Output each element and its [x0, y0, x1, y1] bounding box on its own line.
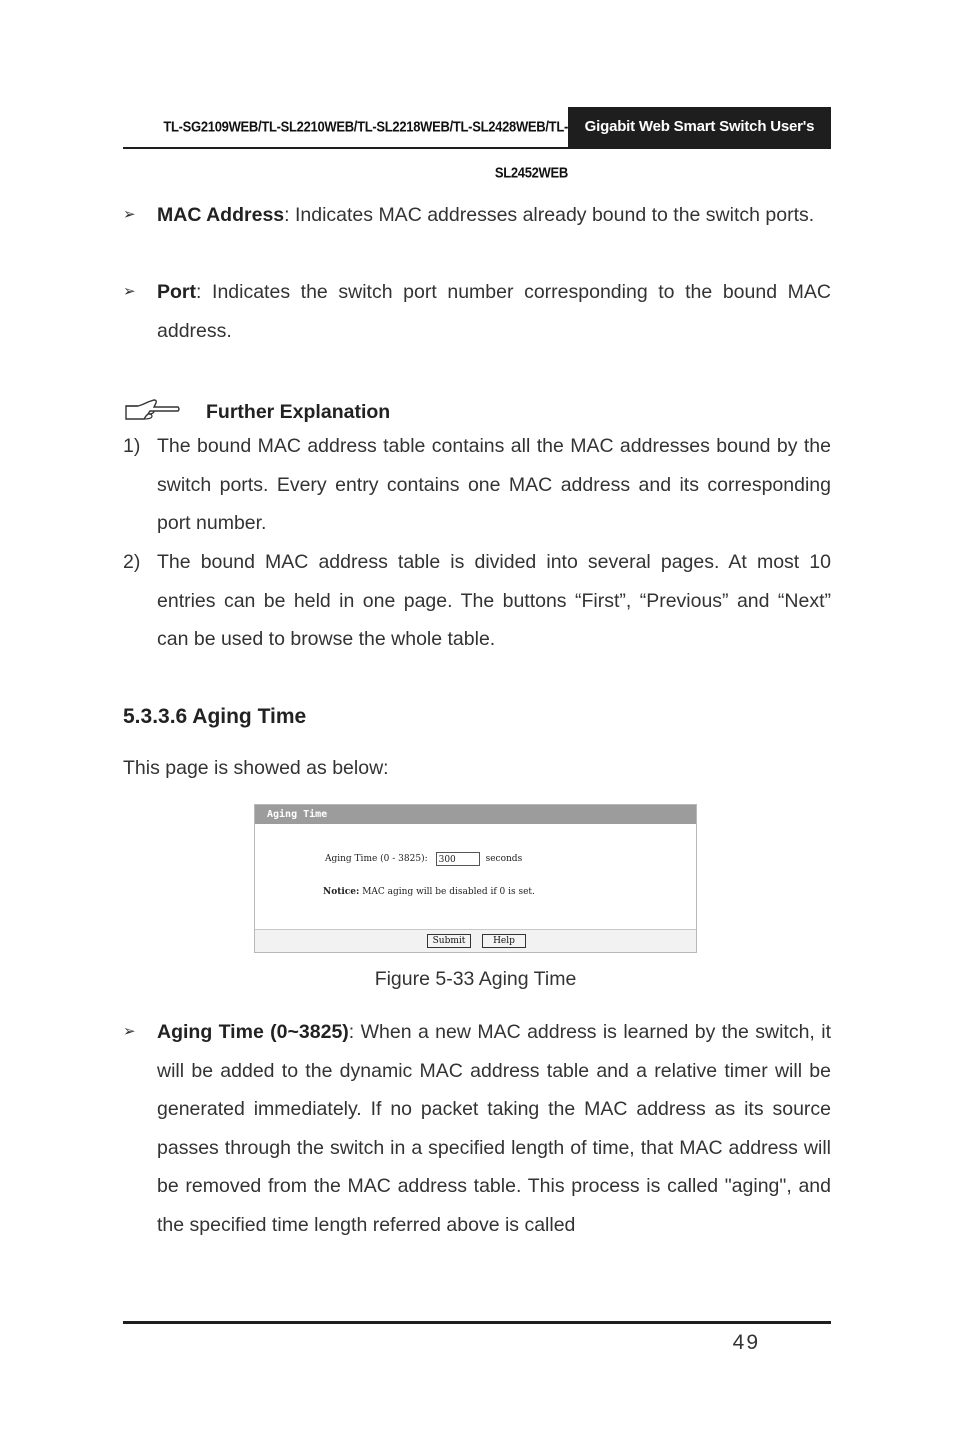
bullet-mac-address: [157, 196, 831, 235]
page-header: [123, 107, 831, 182]
bullet-term: Port: [157, 281, 196, 303]
note-item: The bound MAC address table contains all the MAC addresses bound by the switch ports. Every entry contains one MAC address and its corresponding port number.: [157, 435, 831, 534]
bullet-arrow-icon: ➢: [123, 206, 136, 223]
bullet-text: : Indicates MAC addresses already bound to the switch ports.: [284, 204, 815, 226]
bullet-text: : When a new MAC address is learned by the switch, it will be added to the dynamic MAC address table and a relative timer will be generated immediately. If no packet taking the MAC address as its source passes through the switch in a specified length of time, that MAC address will be removed from the MAC address table. This process is called "aging", and the specified time length referred above is called: [157, 1021, 831, 1236]
bullet-term: MAC Address: [157, 204, 285, 226]
bullet-term: Aging Time (0~3825): [157, 1021, 349, 1043]
aging-time-unit: seconds: [485, 854, 523, 864]
bullet-aging-time: [157, 1013, 831, 1244]
bullet-text: : Indicates the switch port number corresponding to the bound MAC address.: [157, 281, 831, 342]
section-intro: This page is showed as below:: [123, 757, 389, 779]
section-title: 5.3.3.6 Aging Time: [123, 705, 307, 728]
list-number: 2): [123, 551, 141, 573]
header-rule: [123, 147, 831, 149]
aging-time-label: Aging Time (0 - 3825):: [325, 854, 428, 864]
figure-button-bar: [255, 929, 696, 952]
page-number: 49: [732, 1331, 760, 1354]
footer-rule: [123, 1321, 831, 1324]
pointing-hand-icon: [124, 397, 180, 425]
bullet-port: [157, 273, 831, 350]
figure-caption: Figure 5-33 Aging Time: [374, 968, 577, 990]
notice-label: Notice:: [323, 887, 360, 897]
aging-time-figure: [254, 804, 697, 953]
bullet-arrow-icon: ➢: [123, 1023, 136, 1040]
figure-window-title: Aging Time: [255, 805, 696, 824]
help-button[interactable]: Help: [482, 934, 526, 948]
bullet-arrow-icon: ➢: [123, 283, 136, 300]
submit-button[interactable]: Submit: [427, 934, 471, 948]
note-item: The bound MAC address table is divided into several pages. At most 10 entries can be held in one page. The buttons “First”, “Previous” and “Next” can be used to browse the whole table.: [157, 551, 831, 650]
note-title: Further Explanation: [206, 401, 391, 423]
notice-text: MAC aging will be disabled if 0 is set.: [359, 887, 535, 897]
header-models: TL-SG2109WEB/TL-SL2210WEB/TL-SL2218WEB/TL-SL2428WEB/TL-SL2452WEB: [163, 117, 568, 182]
aging-notice: [323, 885, 535, 899]
aging-time-input[interactable]: 300: [436, 852, 480, 866]
aging-time-row: [325, 851, 522, 867]
header-guide-title: Gigabit Web Smart Switch User's Guide: [568, 107, 831, 147]
list-number: 1): [123, 435, 141, 457]
